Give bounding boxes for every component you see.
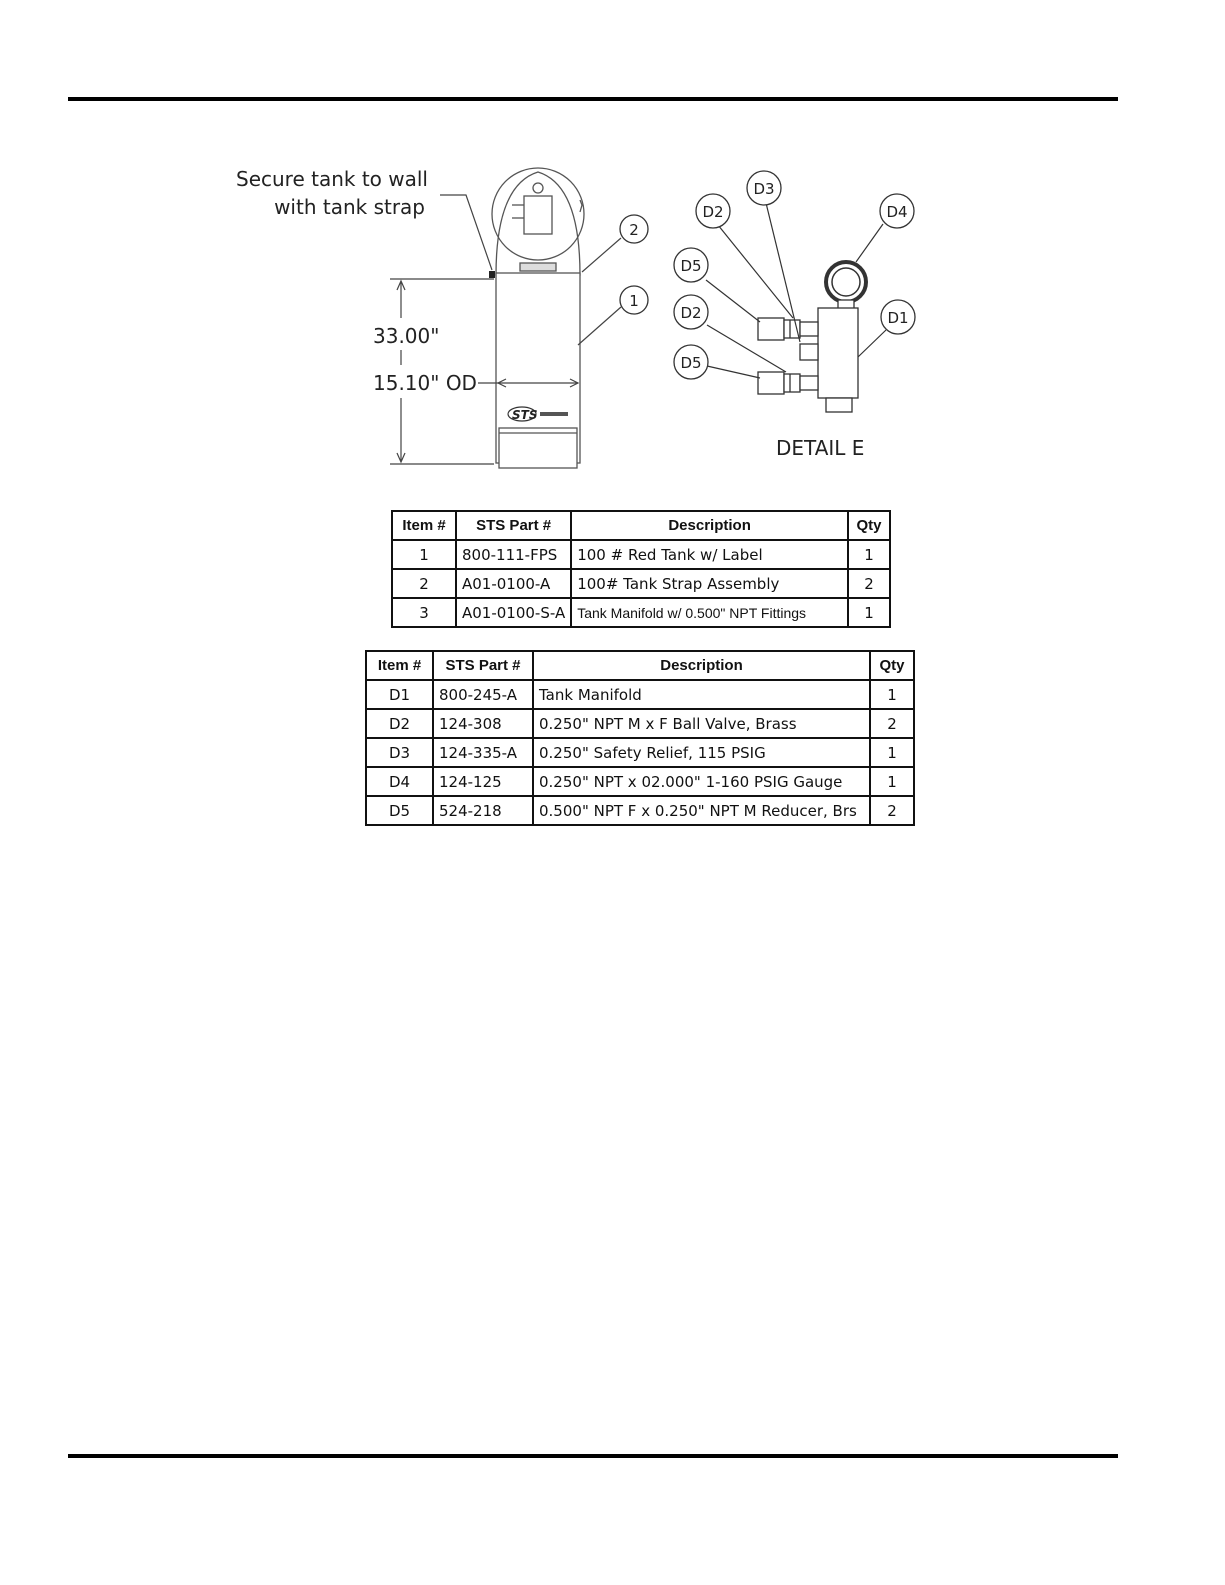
od-dimension-text: 15.10" OD: [373, 371, 477, 395]
table-row: [392, 540, 890, 569]
part-cell: 800-111-FPS: [456, 540, 571, 569]
item-cell: D2: [366, 709, 433, 738]
col-part: STS Part #: [433, 651, 533, 680]
detail-e-parts-table: [365, 650, 915, 826]
description-cell: 0.500" NPT F x 0.250" NPT M Reducer, Brs: [533, 796, 870, 825]
balloon-d2-upper: [696, 194, 730, 228]
table-row: [392, 598, 890, 627]
tank-assembly-drawing: [0, 0, 1225, 480]
svg-text:2: 2: [629, 221, 639, 239]
item-cell: D4: [366, 767, 433, 796]
item-cell: 2: [392, 569, 456, 598]
balloon-d1: [881, 300, 915, 334]
balloon-d2-lower: [674, 295, 708, 329]
description-cell: 0.250" NPT x 02.000" 1-160 PSIG Gauge: [533, 767, 870, 796]
balloon-d5-upper: [674, 248, 708, 282]
table-row: [366, 767, 914, 796]
description-cell: Tank Manifold: [533, 680, 870, 709]
col-qty: Qty: [848, 511, 890, 540]
part-cell: 124-335-A: [433, 738, 533, 767]
table-row: [366, 709, 914, 738]
col-description: Description: [571, 511, 848, 540]
balloon-item-1: [578, 286, 648, 345]
tank-logo-text: STS: [512, 408, 538, 422]
svg-text:1: 1: [629, 292, 639, 310]
svg-text:D5: D5: [680, 257, 702, 275]
description-cell: 0.250" Safety Relief, 115 PSIG: [533, 738, 870, 767]
item-cell: 3: [392, 598, 456, 627]
footer-rule: [68, 1454, 1118, 1458]
item-cell: 1: [392, 540, 456, 569]
balloon-d5-lower: [674, 345, 708, 379]
item-cell: D1: [366, 680, 433, 709]
table-row: [366, 796, 914, 825]
table-header-row: [392, 511, 890, 540]
qty-cell: 1: [870, 738, 914, 767]
svg-text:D5: D5: [680, 354, 702, 372]
part-cell: A01-0100-S-A: [456, 598, 571, 627]
col-part: STS Part #: [456, 511, 571, 540]
qty-cell: 2: [870, 709, 914, 738]
svg-text:D1: D1: [887, 309, 909, 327]
part-cell: 124-308: [433, 709, 533, 738]
qty-cell: 1: [848, 598, 890, 627]
part-cell: 124-125: [433, 767, 533, 796]
tank-strap-bracket: [489, 271, 495, 278]
tank-illustration: [496, 172, 580, 468]
item-cell: D5: [366, 796, 433, 825]
col-item: Item #: [392, 511, 456, 540]
svg-text:D2: D2: [702, 203, 724, 221]
item-cell: D3: [366, 738, 433, 767]
col-description: Description: [533, 651, 870, 680]
svg-text:D4: D4: [886, 203, 908, 221]
qty-cell: 1: [870, 680, 914, 709]
balloon-d3: [747, 171, 781, 205]
qty-cell: 2: [848, 569, 890, 598]
description-cell: Tank Manifold w/ 0.500" NPT Fittings: [571, 598, 848, 627]
manifold-illustration: [758, 262, 866, 412]
description-cell: 0.250" NPT M x F Ball Valve, Brass: [533, 709, 870, 738]
note-line-2: with tank strap: [274, 195, 425, 219]
col-item: Item #: [366, 651, 433, 680]
note-line-1: Secure tank to wall: [236, 167, 428, 191]
table-header-row: [366, 651, 914, 680]
balloon-item-2: [582, 215, 648, 272]
detail-e-label: DETAIL E: [776, 436, 865, 460]
qty-cell: 2: [870, 796, 914, 825]
description-cell: 100# Tank Strap Assembly: [571, 569, 848, 598]
col-qty: Qty: [870, 651, 914, 680]
table-row: [392, 569, 890, 598]
description-cell: 100 # Red Tank w/ Label: [571, 540, 848, 569]
part-cell: 800-245-A: [433, 680, 533, 709]
table-row: [366, 680, 914, 709]
height-dimension-text: 33.00": [373, 324, 440, 348]
table-row: [366, 738, 914, 767]
svg-text:D3: D3: [753, 180, 775, 198]
assembly-parts-table: [391, 510, 891, 628]
svg-text:D2: D2: [680, 304, 702, 322]
qty-cell: 1: [848, 540, 890, 569]
part-cell: 524-218: [433, 796, 533, 825]
drawing-canvas: [0, 0, 1225, 480]
note-leader-line: [440, 195, 492, 270]
qty-cell: 1: [870, 767, 914, 796]
part-cell: A01-0100-A: [456, 569, 571, 598]
balloon-d4: [880, 194, 914, 228]
